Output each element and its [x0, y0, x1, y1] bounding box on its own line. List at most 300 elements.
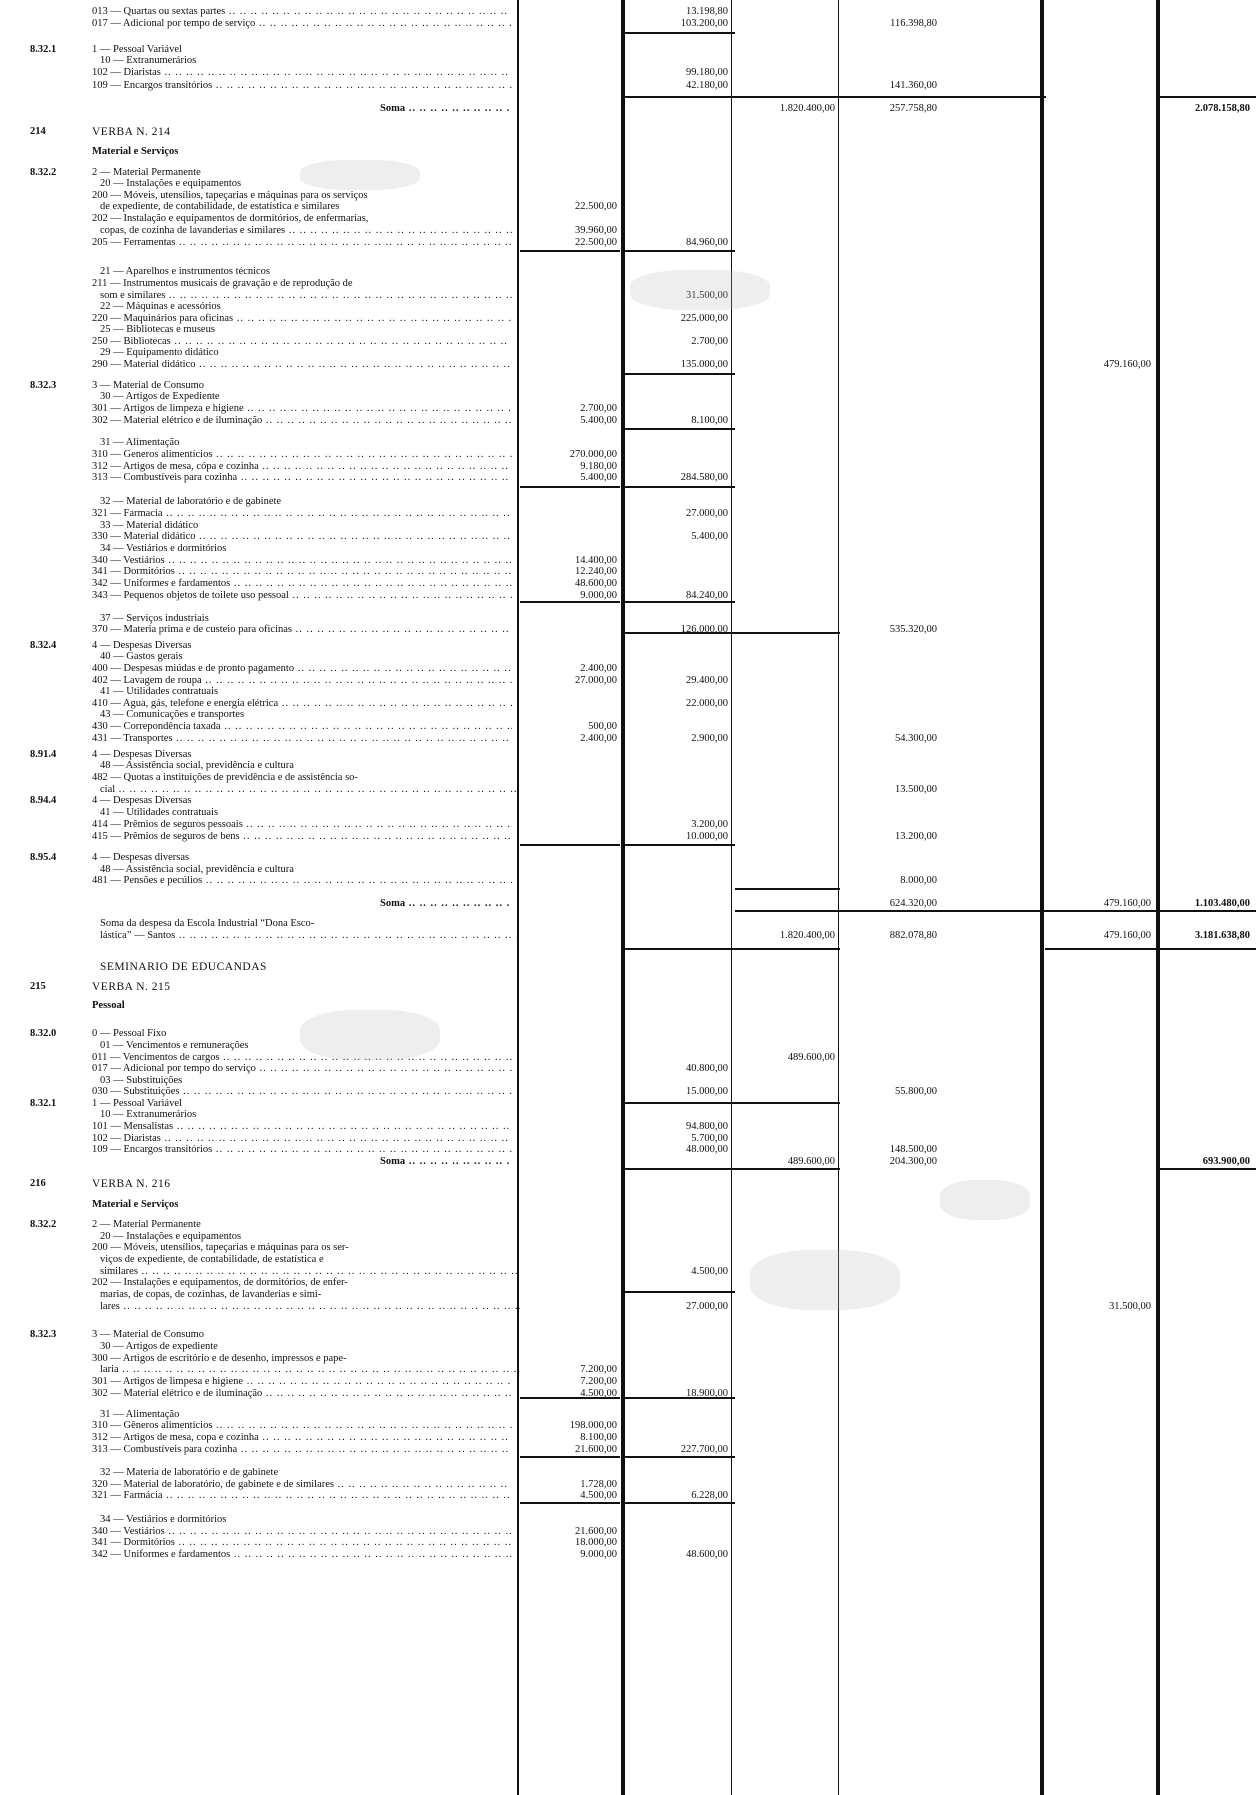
- amount-c4: 141.360,00: [889, 80, 937, 91]
- row-description: 202 — Instalações e equipamentos, de dormitórios, de enfer-: [92, 1277, 348, 1288]
- row-description: 40 — Gastos gerais: [100, 651, 183, 662]
- ledger-row: [0, 1376, 1256, 1388]
- ledger-row: [0, 324, 1256, 336]
- total-rule: [1160, 910, 1256, 912]
- ledger-row: [0, 961, 1256, 973]
- row-code: 8.95.4: [30, 852, 57, 863]
- row-description: 313 — Combustíveis para cozinha .. ..: [92, 472, 512, 484]
- ledger-row: [0, 795, 1256, 807]
- ledger-row: [0, 1301, 1256, 1313]
- amount-c2: 135.000,00: [680, 359, 728, 370]
- ledger-row: [0, 981, 1256, 993]
- amount-c2: 15.000,00: [686, 1086, 728, 1097]
- row-description: 101 — Mensalistas .. ..: [92, 1121, 512, 1133]
- row-description: copas, de cozinha de lavanderias e similares .. ..: [100, 225, 520, 237]
- total-rule: [625, 1291, 735, 1293]
- ledger-row: [0, 1514, 1256, 1526]
- total-rule: [625, 1456, 735, 1458]
- amount-c1: 9.000,00: [580, 590, 617, 601]
- row-description: 320 — Material de laboratório, de gabinete e de similares .. ..: [92, 1479, 512, 1491]
- amount-c2: 22.000,00: [686, 698, 728, 709]
- amount-c2: 48.600,00: [686, 1549, 728, 1560]
- amount-c2: 2.900,00: [691, 733, 728, 744]
- amount-c2: 42.180,00: [686, 80, 728, 91]
- row-description: 330 — Material didático .. ..: [92, 531, 512, 543]
- amount-c4: 13.500,00: [895, 784, 937, 795]
- amount-c2: 99.180,00: [686, 67, 728, 78]
- total-rule: [520, 250, 620, 252]
- ledger-row: [0, 875, 1256, 887]
- amount-c1: 22.500,00: [575, 201, 617, 212]
- amount-c2: 84.960,00: [686, 237, 728, 248]
- row-description: 31 — Alimentação: [100, 437, 180, 448]
- amount-c2: 4.500,00: [691, 1266, 728, 1277]
- row-code: 214: [30, 126, 46, 137]
- ledger-row: [0, 1086, 1256, 1098]
- ledger-row: [0, 651, 1256, 663]
- row-description: Soma .. ..: [380, 898, 510, 910]
- total-rule: [625, 948, 735, 950]
- total-rule: [625, 1397, 735, 1399]
- row-code: 8.32.2: [30, 167, 57, 178]
- amount-c2: 2.700,00: [691, 336, 728, 347]
- total-rule: [1045, 948, 1156, 950]
- row-description: lástica” — Santos .. ..: [100, 930, 520, 942]
- amount-c6: 3.181.638,80: [1194, 930, 1250, 941]
- total-rule: [625, 486, 735, 488]
- row-description: 482 — Quotas a instituições de previdência e de assistência so-: [92, 772, 358, 783]
- amount-c1: 500,00: [588, 721, 617, 732]
- ledger-row: [0, 1467, 1256, 1479]
- ledger-row: [0, 1432, 1256, 1444]
- ledger-row: [0, 508, 1256, 520]
- total-rule: [1160, 96, 1256, 98]
- row-description: 48 — Assistência social, previdência e cultura: [100, 760, 294, 771]
- total-rule: [520, 1502, 620, 1504]
- amount-c1: 270.000,00: [569, 449, 617, 460]
- amount-c2: 6.228,00: [691, 1490, 728, 1501]
- row-description: 01 — Vencimentos e remunerações: [100, 1040, 249, 1051]
- amount-c1: 4.500,00: [580, 1388, 617, 1399]
- amount-c6: 693.900,00: [1202, 1156, 1250, 1167]
- amount-c4: 13.200,00: [895, 831, 937, 842]
- amount-c1: 27.000,00: [575, 675, 617, 686]
- amount-c4: 882.078,80: [889, 930, 937, 941]
- row-description: VERBA N. 216: [92, 1178, 171, 1190]
- amount-c2: 94.800,00: [686, 1121, 728, 1132]
- total-rule: [625, 32, 735, 34]
- ledger-row: [0, 391, 1256, 403]
- amount-c1: 8.100,00: [580, 1432, 617, 1443]
- ledger-row: [0, 1329, 1256, 1341]
- amount-c1: 22.500,00: [575, 237, 617, 248]
- row-description: 202 — Instalação e equipamentos de dormitórios, de enfermarias,: [92, 213, 369, 224]
- row-description: 20 — Instalações e equipamentos: [100, 1231, 242, 1242]
- total-rule: [520, 1456, 620, 1458]
- amount-c4: 148.500,00: [889, 1144, 937, 1155]
- total-rule: [625, 601, 735, 603]
- row-description: 10 — Extranumerários: [100, 55, 197, 66]
- ledger-row: [0, 237, 1256, 249]
- ledger-row: [0, 1028, 1256, 1040]
- amount-c4: 54.300,00: [895, 733, 937, 744]
- ledger-row: [0, 624, 1256, 636]
- row-description: laria .. ..: [100, 1364, 520, 1376]
- row-description: 21 — Aparelhos e instrumentos técnicos: [100, 266, 271, 277]
- ledger-row: [0, 55, 1256, 67]
- ledger-row: [0, 819, 1256, 831]
- row-description: 4 — Despesas diversas: [92, 852, 190, 863]
- row-description: 300 — Artigos de escritório e de desenho, impressos e pape-: [92, 1353, 347, 1364]
- row-description: 030 — Substituições .. ..: [92, 1086, 512, 1098]
- row-description: Soma .. ..: [380, 1156, 510, 1168]
- amount-c6: 1.103.480,00: [1194, 898, 1250, 909]
- row-description: 340 — Vestiários .. ..: [92, 555, 512, 567]
- ledger-row: [0, 831, 1256, 843]
- row-description: 402 — Lavagem de roupa .. ..: [92, 675, 512, 687]
- amount-c5: 479.160,00: [1103, 930, 1151, 941]
- row-description: 41 — Utilidades contratuais: [100, 686, 219, 697]
- row-description: 22 — Máquinas e acessórios: [100, 301, 221, 312]
- row-code: 216: [30, 1178, 46, 1189]
- row-description: viços de expediente, de contabilidade, de estatística e: [100, 1254, 324, 1265]
- amount-c4: 257.758,80: [889, 103, 937, 114]
- amount-c1: 1.728,00: [580, 1479, 617, 1490]
- total-rule: [735, 1168, 840, 1170]
- row-description: de expediente, de contabilidade, de estatística e similares: [100, 201, 340, 212]
- total-rule: [520, 601, 620, 603]
- row-description: 017 — Adicional por tempo de serviço .. ..: [92, 18, 512, 30]
- row-code: 8.32.1: [30, 44, 57, 55]
- amount-c1: 39.960,00: [575, 225, 617, 236]
- row-description: 341 — Dormitórios .. ..: [92, 566, 512, 578]
- row-description: 340 — Vestiários .. ..: [92, 1526, 512, 1538]
- ledger-row: [0, 103, 1256, 115]
- amount-c4: 8.000,00: [900, 875, 937, 886]
- row-description: 481 — Pensões e pecúlios .. ..: [92, 875, 512, 887]
- row-description: 200 — Móveis, utensílios, tapeçarias e máquinas para os ser-: [92, 1242, 349, 1253]
- row-description: som e similares .. ..: [100, 290, 520, 302]
- amount-c1: 7.200,00: [580, 1376, 617, 1387]
- row-description: 30 — Artigos de Expediente: [100, 391, 220, 402]
- amount-c2: 27.000,00: [686, 508, 728, 519]
- row-description: 301 — Artigos de limpeza e higiene .. ..: [92, 403, 512, 415]
- row-description: 37 — Serviços industriais: [100, 613, 209, 624]
- ledger-row: [0, 1277, 1256, 1289]
- amount-c6: 2.078.158,80: [1194, 103, 1250, 114]
- row-description: 414 — Prêmios de seguros pessoais .. ..: [92, 819, 512, 831]
- row-description: 341 — Dormitórios .. ..: [92, 1537, 512, 1549]
- ledger-row: [0, 1219, 1256, 1231]
- amount-c3: 1.820.400,00: [779, 930, 835, 941]
- ledger-row: [0, 1254, 1256, 1266]
- ledger-row: [0, 772, 1256, 784]
- row-description: 4 — Despesas Diversas: [92, 640, 192, 651]
- amount-c1: 5.400,00: [580, 472, 617, 483]
- total-rule: [735, 632, 840, 634]
- ledger-row: [0, 146, 1256, 158]
- row-code: 8.91.4: [30, 749, 57, 760]
- row-description: 342 — Uniformes e fardamentos .. ..: [92, 578, 512, 590]
- total-rule: [1045, 910, 1156, 912]
- row-description: 011 — Vencimentos de cargos .. ..: [92, 1052, 512, 1064]
- amount-c5: 479.160,00: [1103, 359, 1151, 370]
- total-rule: [520, 1397, 620, 1399]
- total-rule: [625, 1168, 735, 1170]
- row-description: 1 — Pessoal Variável: [92, 44, 182, 55]
- ledger-row: [0, 1420, 1256, 1432]
- row-description: 431 — Transportes .. ..: [92, 733, 512, 745]
- ledger-row: [0, 496, 1256, 508]
- amount-c5: 31.500,00: [1109, 1301, 1151, 1312]
- amount-c2: 227.700,00: [680, 1444, 728, 1455]
- row-description: cial .. ..: [100, 784, 520, 796]
- ledger-row: [0, 472, 1256, 484]
- total-rule: [735, 1102, 840, 1104]
- row-description: 312 — Artigos de mesa, copa e cozinha .. ..: [92, 1432, 512, 1444]
- ledger-row: [0, 301, 1256, 313]
- row-description: 32 — Materia de laboratório e de gabinete: [100, 1467, 279, 1478]
- total-rule: [625, 632, 735, 634]
- row-description: 43 — Comunicações e transportes: [100, 709, 245, 720]
- amount-c1: 12.240,00: [575, 566, 617, 577]
- ledger-row: [0, 437, 1256, 449]
- ledger-row: [0, 1242, 1256, 1254]
- ledger-row: [0, 566, 1256, 578]
- row-description: 321 — Farmacia .. ..: [92, 508, 512, 520]
- amount-c4: 55.800,00: [895, 1086, 937, 1097]
- row-code: 8.32.2: [30, 1219, 57, 1230]
- ledger-row: [0, 1000, 1256, 1012]
- row-description: 2 — Material Permanente: [92, 1219, 201, 1230]
- row-description: 109 — Encargos transitórios .. ..: [92, 80, 512, 92]
- ledger-row: [0, 760, 1256, 772]
- amount-c1: 198.000,00: [569, 1420, 617, 1431]
- row-description: 370 — Materia prima e de custeio para oficinas .. ..: [92, 624, 512, 636]
- amount-c5: 479.160,00: [1103, 898, 1151, 909]
- row-code: 215: [30, 981, 46, 992]
- row-description: 290 — Material didático .. ..: [92, 359, 512, 371]
- amount-c3: 1.820.400,00: [779, 103, 835, 114]
- row-code: 8.32.1: [30, 1098, 57, 1109]
- row-description: 25 — Bibliotecas e museus: [100, 324, 215, 335]
- ledger-row: [0, 1156, 1256, 1168]
- ledger-row: [0, 359, 1256, 371]
- amount-c2: 48.000,00: [686, 1144, 728, 1155]
- row-description: 0 — Pessoal Fixo: [92, 1028, 167, 1039]
- amount-c1: 48.600,00: [575, 578, 617, 589]
- ledger-row: [0, 852, 1256, 864]
- scan-smudge: [300, 160, 420, 190]
- scan-smudge: [630, 270, 770, 310]
- row-description: Material e Serviços: [92, 1199, 179, 1210]
- amount-c2: 18.900,00: [686, 1388, 728, 1399]
- row-description: similares .. ..: [100, 1266, 520, 1278]
- row-description: 200 — Móveis, utensílios, tapeçarias e máquinas para os serviços: [92, 190, 368, 201]
- row-description: 03 — Substituições: [100, 1075, 183, 1086]
- row-description: 400 — Despesas miúdas e de pronto pagamento .. ..: [92, 663, 512, 675]
- row-description: 415 — Prêmios de seguros de bens .. ..: [92, 831, 512, 843]
- amount-c4: 116.398,80: [890, 18, 937, 29]
- row-code: 8.32.3: [30, 380, 57, 391]
- ledger-row: [0, 1144, 1256, 1156]
- total-rule: [625, 1102, 735, 1104]
- ledger-row: [0, 449, 1256, 461]
- row-description: 4 — Despesas Diversas: [92, 749, 192, 760]
- ledger-row: [0, 733, 1256, 745]
- row-description: 4 — Despesas Diversas: [92, 795, 192, 806]
- row-description: 302 — Material elétrico e de iluminação .. ..: [92, 1388, 512, 1400]
- row-description: VERBA N. 215: [92, 981, 171, 993]
- total-rule: [625, 250, 735, 252]
- ledger-row: [0, 578, 1256, 590]
- total-rule: [625, 428, 735, 430]
- total-rule: [735, 96, 840, 98]
- ledger-row: [0, 1199, 1256, 1211]
- total-rule: [625, 844, 735, 846]
- row-description: lares .. ..: [100, 1301, 520, 1313]
- row-description: VERBA N. 214: [92, 126, 171, 138]
- amount-c1: 9.000,00: [580, 1549, 617, 1560]
- ledger-row: [0, 178, 1256, 190]
- total-rule: [1160, 948, 1256, 950]
- ledger-row: [0, 918, 1256, 930]
- row-code: 8.94.4: [30, 795, 57, 806]
- row-description: 205 — Ferramentas .. ..: [92, 237, 512, 249]
- amount-c2: 284.580,00: [680, 472, 728, 483]
- row-description: 20 — Instalações e equipamentos: [100, 178, 242, 189]
- amount-c2: 27.000,00: [686, 1301, 728, 1312]
- row-description: 017 — Adicional por tempo do serviço .. ..: [92, 1063, 512, 1075]
- ledger-row: [0, 278, 1256, 290]
- ledger-row: [0, 543, 1256, 555]
- row-description: Soma .. ..: [380, 103, 510, 115]
- ledger-row: [0, 225, 1256, 237]
- amount-c1: 5.400,00: [580, 415, 617, 426]
- row-description: Soma da despesa da Escola Industrial “Dona Esco-: [100, 918, 315, 929]
- row-description: 211 — Instrumentos musicais de gravação e de reprodução de: [92, 278, 353, 289]
- row-description: 301 — Artigos de limpesa e higiene .. ..: [92, 1376, 512, 1388]
- ledger-row: [0, 721, 1256, 733]
- amount-c2: 29.400,00: [686, 675, 728, 686]
- ledger-row: [0, 1537, 1256, 1549]
- ledger-row: [0, 201, 1256, 213]
- amount-c4: 204.300,00: [889, 1156, 937, 1167]
- row-description: 342 — Uniformes e fardamentos .. ..: [92, 1549, 512, 1561]
- ledger-row: [0, 1109, 1256, 1121]
- row-code: 8.32.0: [30, 1028, 57, 1039]
- ledger-row: [0, 709, 1256, 721]
- row-description: 109 — Encargos transitórios .. ..: [92, 1144, 512, 1156]
- row-description: 3 — Material de Consumo: [92, 1329, 204, 1340]
- scan-smudge: [940, 1180, 1030, 1220]
- amount-c2: 31.500,00: [686, 290, 728, 301]
- ledger-row: [0, 531, 1256, 543]
- total-rule: [625, 373, 735, 375]
- amount-c2: 103.200,00: [680, 18, 728, 29]
- ledger-row: [0, 1341, 1256, 1353]
- row-description: 3 — Material de Consumo: [92, 380, 204, 391]
- total-rule: [840, 96, 1046, 98]
- amount-c1: 18.000,00: [575, 1537, 617, 1548]
- ledger-row: [0, 67, 1256, 79]
- total-rule: [520, 844, 620, 846]
- ledger-row: [0, 266, 1256, 278]
- total-rule: [520, 486, 620, 488]
- row-description: 33 — Material didático: [100, 520, 199, 531]
- amount-c2: 13.198,80: [686, 6, 728, 17]
- ledger-row: [0, 415, 1256, 427]
- row-description: marias, de copas, de cozinhas, de lavanderias e simi-: [100, 1289, 322, 1300]
- ledger-row: [0, 1549, 1256, 1561]
- row-description: 250 — Bibliotecas .. ..: [92, 336, 512, 348]
- row-description: 102 — Diaristas .. ..: [92, 67, 512, 79]
- amount-c2: 3.200,00: [691, 819, 728, 830]
- row-description: 312 — Artigos de mesa, cópa e cozinha .. ..: [92, 461, 512, 473]
- row-description: 321 — Farmácia .. ..: [92, 1490, 512, 1502]
- amount-c2: 10.000,00: [686, 831, 728, 842]
- row-description: Pessoal: [92, 1000, 125, 1011]
- ledger-row: [0, 6, 1256, 18]
- amount-c1: 21.600,00: [575, 1526, 617, 1537]
- amount-c2: 126.000,00: [680, 624, 728, 635]
- row-description: 013 — Quartas ou sextas partes .. ..: [92, 6, 512, 18]
- row-description: 220 — Maquinários para oficinas .. ..: [92, 313, 512, 325]
- ledger-row: [0, 930, 1256, 942]
- ledger-row: [0, 898, 1256, 910]
- row-description: SEMINARIO DE EDUCANDAS: [100, 961, 267, 973]
- total-rule: [735, 888, 840, 890]
- ledger-row: [0, 1178, 1256, 1190]
- ledger-row: [0, 347, 1256, 359]
- amount-c4: 624.320,00: [889, 898, 937, 909]
- amount-c1: 2.400,00: [580, 663, 617, 674]
- ledger-row: [0, 403, 1256, 415]
- row-description: 30 — Artigos de expediente: [100, 1341, 218, 1352]
- ledger-row: [0, 1490, 1256, 1502]
- ledger-row: [0, 1444, 1256, 1456]
- row-description: 313 — Combustíveis para cozinha .. ..: [92, 1444, 512, 1456]
- row-description: Material e Serviços: [92, 146, 179, 157]
- amount-c2: 225.000,00: [680, 313, 728, 324]
- ledger-row: [0, 807, 1256, 819]
- row-code: 8.32.3: [30, 1329, 57, 1340]
- total-rule: [840, 910, 1046, 912]
- row-description: 102 — Diaristas .. ..: [92, 1133, 512, 1145]
- amount-c1: 2.400,00: [580, 733, 617, 744]
- ledger-row: [0, 213, 1256, 225]
- ledger-row: [0, 1040, 1256, 1052]
- scan-smudge: [300, 1010, 440, 1060]
- row-description: 32 — Material de laboratório e de gabinete: [100, 496, 282, 507]
- row-description: 41 — Utilidades contratuais: [100, 807, 219, 818]
- total-rule: [625, 1502, 735, 1504]
- row-description: 31 — Alimentação: [100, 1409, 180, 1420]
- ledger-row: [0, 686, 1256, 698]
- ledger-row: [0, 18, 1256, 30]
- row-description: 10 — Extranumerários: [100, 1109, 197, 1120]
- row-description: 34 — Vestiários e dormitórios: [100, 543, 227, 554]
- row-description: 1 — Pessoal Variável: [92, 1098, 182, 1109]
- row-description: 302 — Material elétrico e de iluminação .. ..: [92, 415, 512, 427]
- ledger-row: [0, 663, 1256, 675]
- row-description: 34 — Vestiários e dormitórios: [100, 1514, 227, 1525]
- total-rule: [735, 910, 840, 912]
- row-description: 410 — Agua, gás, telefone e energia elétrica .. ..: [92, 698, 512, 710]
- row-code: 8.32.4: [30, 640, 57, 651]
- row-description: 2 — Material Permanente: [92, 167, 201, 178]
- row-description: 310 — Gêneros alimentícios .. ..: [92, 1420, 512, 1432]
